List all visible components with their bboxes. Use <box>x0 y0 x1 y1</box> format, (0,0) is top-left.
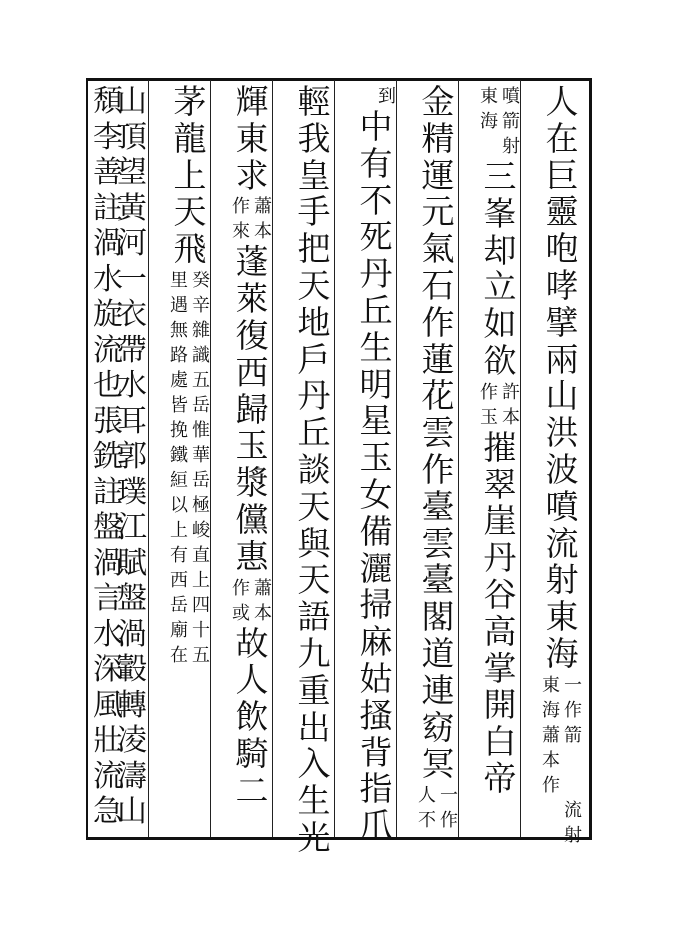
annotation-left-line: 作 玉 <box>480 381 498 428</box>
annotation-right-line: 蕭 本 <box>254 577 272 624</box>
annotation-note <box>538 673 586 798</box>
annotation-left-line: 人 不 <box>418 785 436 832</box>
text-column-7 <box>166 84 214 668</box>
annotation-note <box>476 84 524 159</box>
main-text-segment: 中 有 不 死 丹 丘 生 明 星 玉 女 備 灑 掃 麻 姑 搔 背 指 爪 <box>359 107 393 846</box>
main-text-segment: 三 峯 却 立 如 欲 <box>483 157 517 380</box>
main-text-segment: 蓬 萊 復 西 歸 玉 漿 儻 惠 <box>235 242 269 576</box>
annotation-right-line: 癸 辛 雜 識 五 岳 惟 華 岳 極 峻 直 上 四 十 五 <box>192 269 210 666</box>
main-text-segment: 金 精 運 元 氣 石 作 蓮 花 雲 作 臺 雲 臺 閣 道 連 窈 冥 <box>421 82 455 784</box>
annotation-left-line <box>354 84 376 109</box>
annotation-left-line <box>540 798 562 848</box>
commentary-text-segment: 山 頂 望 黃 河 一 衣 帶 水 耳 郭 璞 江 賦 盤 渦 轂 轉 凌 濤 山 <box>117 84 147 829</box>
annotation-right-line: 噴 箭 射 <box>502 86 520 157</box>
text-column-2 <box>476 84 524 798</box>
main-text-segment: 輝 東 求 <box>235 82 269 195</box>
annotation-left-line: 作 或 <box>232 577 250 624</box>
text-column-3 <box>414 84 462 833</box>
text-column-6 <box>228 84 276 810</box>
text-column-1 <box>538 84 586 848</box>
main-text-segment: 故 人 飲 騎 二 <box>235 623 269 810</box>
annotation-right-line: 一 作 <box>440 785 458 832</box>
main-text-segment: 摧 翠 崖 丹 谷 高 掌 開 白 帝 <box>483 427 517 798</box>
annotation-note <box>166 268 214 668</box>
annotation-right-line: 一 作 箭 <box>564 674 582 746</box>
main-text-segment: 人 在 巨 靈 咆 哮 擘 兩 山 洪 波 噴 流 射 東 海 <box>545 82 579 673</box>
text-column-5 <box>290 84 338 857</box>
annotation-right-line: 流 射 <box>564 799 582 846</box>
annotation-left-line: 東 海 <box>480 86 498 132</box>
annotation-left-line: 作 來 <box>232 196 250 243</box>
commentary-text-segment: 頹 李 善 註 渦 水 旋 流 也 張 銑 註 盤 渦 言 水 深 風 壯 流 急 <box>93 84 123 829</box>
annotation-left-line: 東 海 蕭 本 作 <box>542 674 560 796</box>
annotation-right-line: 許 本 <box>502 381 520 428</box>
annotation-note <box>538 798 586 848</box>
main-text-segment: 茅 龍 上 天 飛 <box>173 82 207 269</box>
annotation-right-line: 到 <box>378 86 396 107</box>
text-column-9 <box>84 84 132 830</box>
main-text-segment: 輕 我 皇 手 把 天 地 戶 丹 丘 談 天 與 天 語 九 重 出 入 生 光 <box>297 82 331 857</box>
annotation-left-line: 里 遇 無 路 處 皆 挽 鐵 絙 以 上 有 西 岳 廟 在 <box>170 269 188 666</box>
annotation-note <box>352 84 400 109</box>
annotation-note <box>476 380 524 430</box>
annotation-note <box>228 576 276 626</box>
text-column-4 <box>352 84 400 845</box>
annotation-note <box>414 783 462 833</box>
annotation-right-line: 蕭 本 <box>254 196 272 243</box>
annotation-note <box>228 194 276 244</box>
